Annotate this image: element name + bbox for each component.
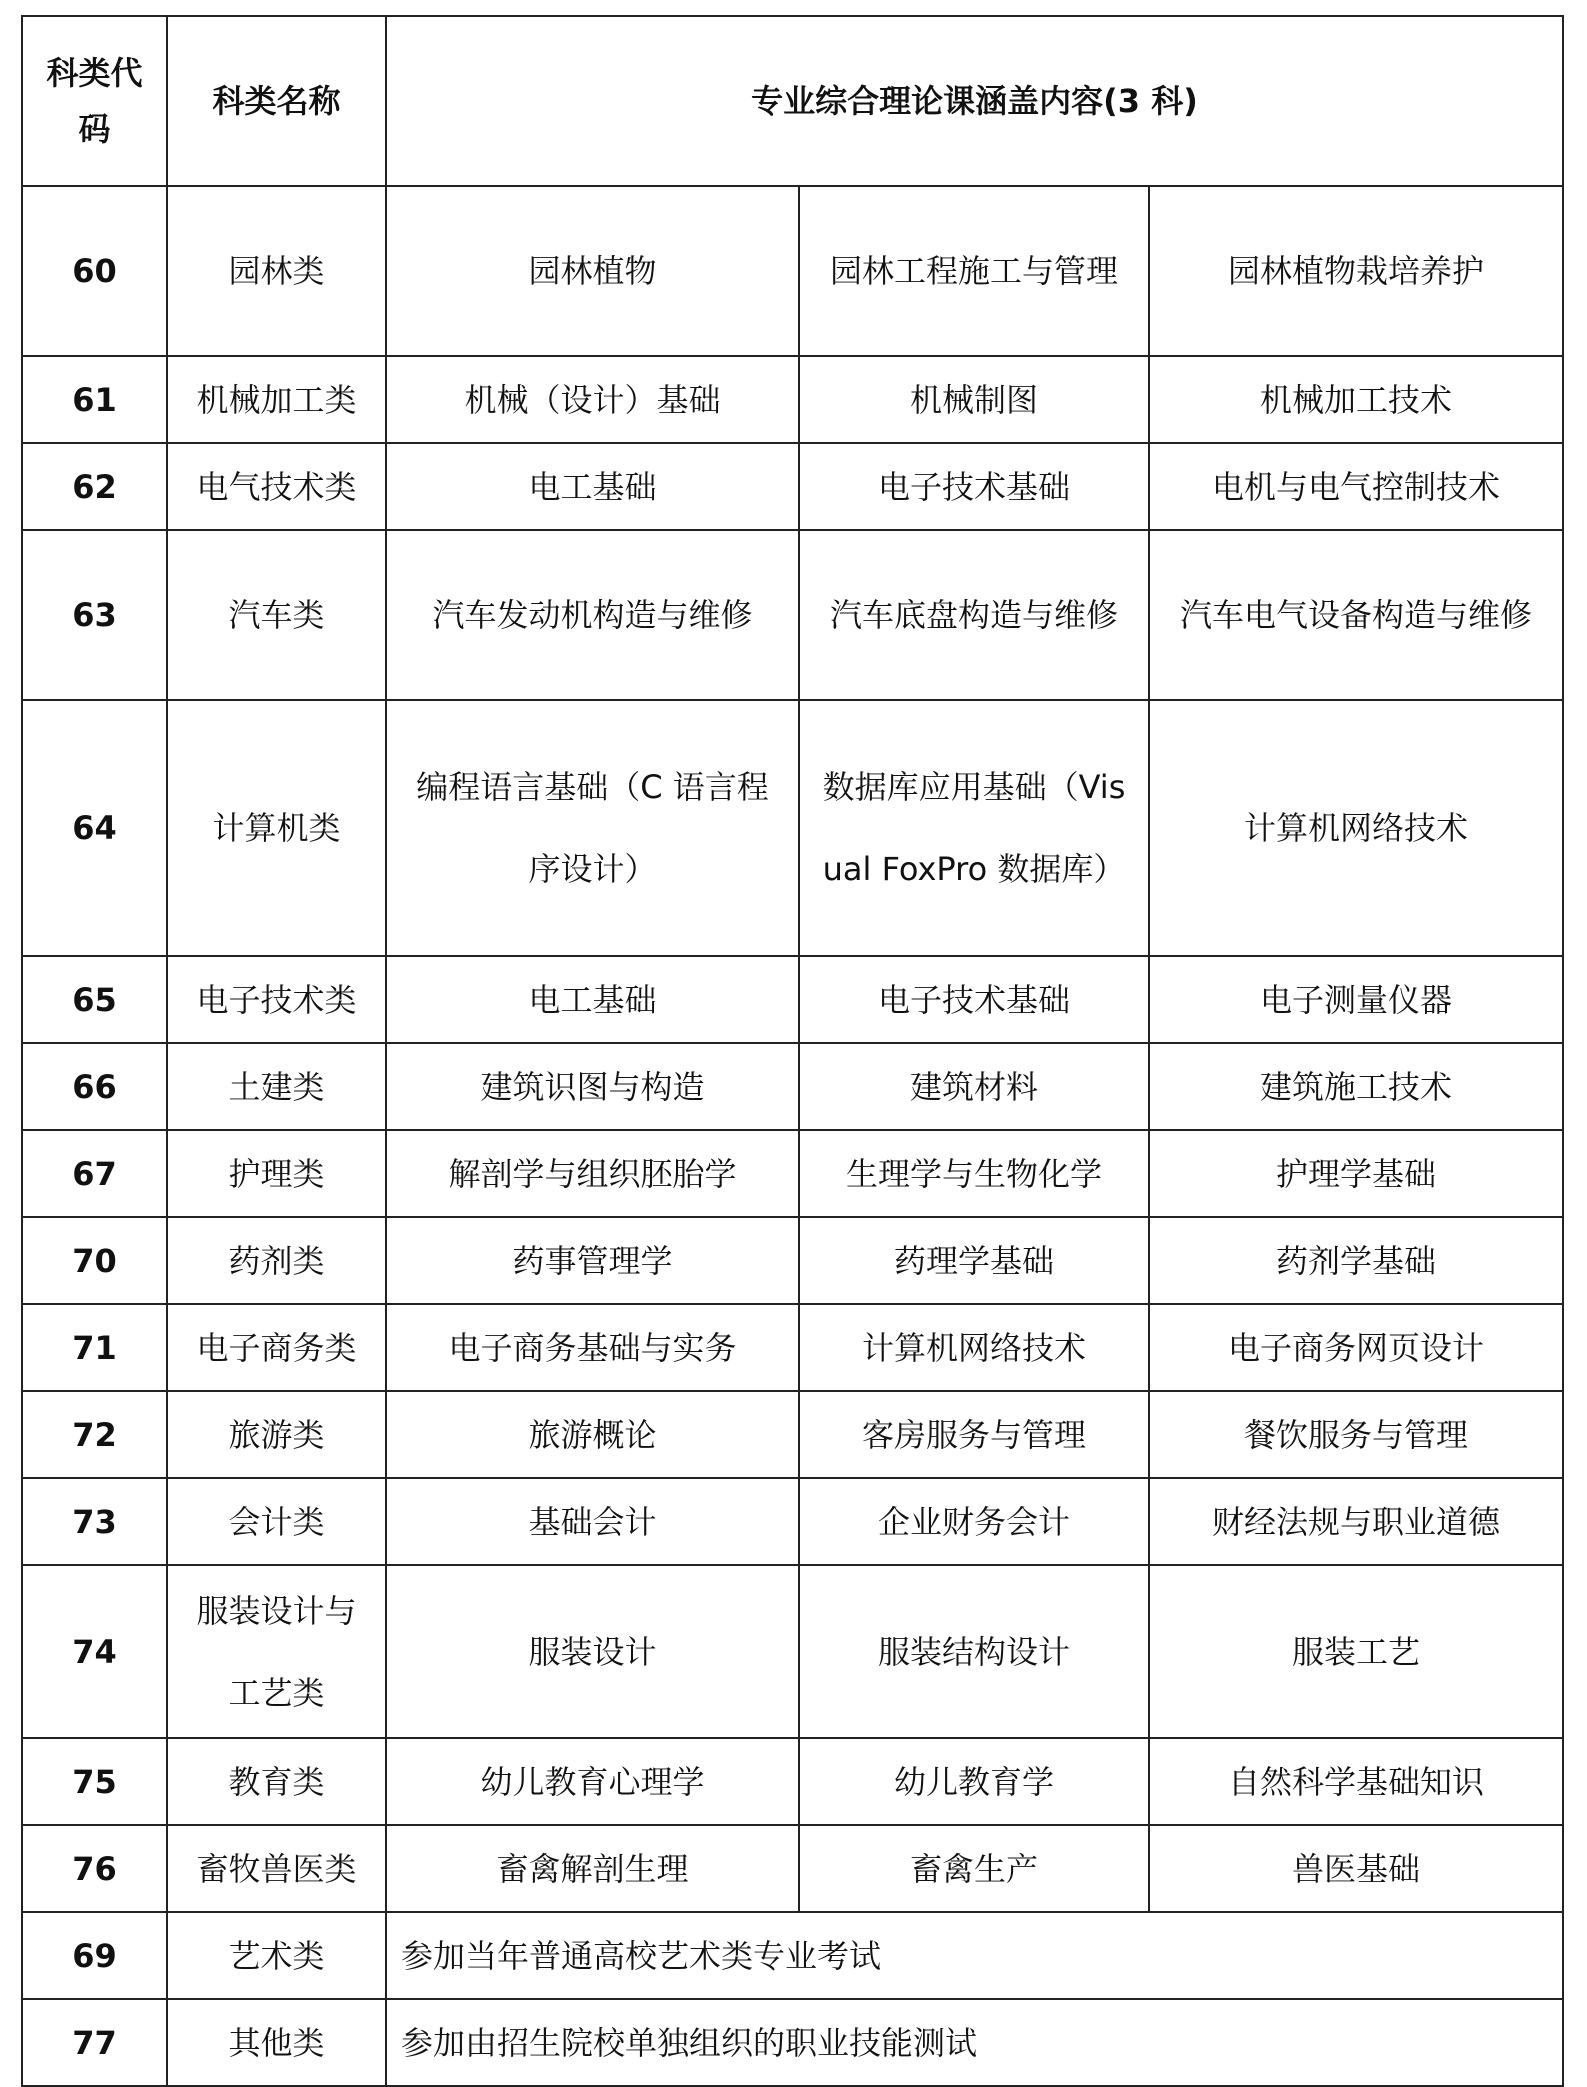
course-cell: 电工基础 <box>386 956 799 1043</box>
table-row <box>22 1825 1563 1912</box>
name-cell: 计算机类 <box>167 700 386 956</box>
course-cell: 园林植物 <box>386 186 799 356</box>
course-cell: 药事管理学 <box>386 1217 799 1304</box>
course-cell: 机械（设计）基础 <box>386 356 799 443</box>
code-cell: 62 <box>22 443 167 530</box>
course-cell: 生理学与生物化学 <box>799 1130 1149 1217</box>
course-cell: 数据库应用基础（Visual FoxPro 数据库） <box>799 700 1149 956</box>
course-cell: 电机与电气控制技术 <box>1149 443 1563 530</box>
course-cell: 电子技术基础 <box>799 956 1149 1043</box>
table-row <box>22 356 1563 443</box>
name-cell: 会计类 <box>167 1478 386 1565</box>
table-row <box>22 1304 1563 1391</box>
requirement-cell: 参加由招生院校单独组织的职业技能测试 <box>386 1999 1563 2086</box>
subject-table <box>21 15 1564 2087</box>
header-name: 科类名称 <box>167 16 386 186</box>
course-cell: 机械制图 <box>799 356 1149 443</box>
course-cell: 企业财务会计 <box>799 1478 1149 1565</box>
course-cell: 电子技术基础 <box>799 443 1149 530</box>
code-cell: 77 <box>22 1999 167 2086</box>
course-cell: 汽车电气设备构造与维修 <box>1149 530 1563 700</box>
course-cell: 服装结构设计 <box>799 1565 1149 1738</box>
course-cell: 自然科学基础知识 <box>1149 1738 1563 1825</box>
code-cell: 67 <box>22 1130 167 1217</box>
code-cell: 69 <box>22 1912 167 1999</box>
course-cell: 畜禽解剖生理 <box>386 1825 799 1912</box>
code-cell: 75 <box>22 1738 167 1825</box>
table-row <box>22 530 1563 700</box>
course-cell: 建筑识图与构造 <box>386 1043 799 1130</box>
table-row <box>22 1478 1563 1565</box>
table-row <box>22 1217 1563 1304</box>
course-cell: 基础会计 <box>386 1478 799 1565</box>
course-cell: 汽车底盘构造与维修 <box>799 530 1149 700</box>
name-cell: 护理类 <box>167 1130 386 1217</box>
header-code: 科类代码 <box>22 16 167 186</box>
course-cell: 餐饮服务与管理 <box>1149 1391 1563 1478</box>
course-cell: 服装工艺 <box>1149 1565 1563 1738</box>
name-cell: 药剂类 <box>167 1217 386 1304</box>
header-content: 专业综合理论课涵盖内容(3 科) <box>386 16 1563 186</box>
code-cell: 64 <box>22 700 167 956</box>
course-cell: 电子测量仪器 <box>1149 956 1563 1043</box>
code-cell: 66 <box>22 1043 167 1130</box>
course-cell: 电工基础 <box>386 443 799 530</box>
course-cell: 编程语言基础（C 语言程序设计） <box>386 700 799 956</box>
course-cell: 计算机网络技术 <box>799 1304 1149 1391</box>
code-cell: 60 <box>22 186 167 356</box>
course-cell: 计算机网络技术 <box>1149 700 1563 956</box>
course-cell: 兽医基础 <box>1149 1825 1563 1912</box>
name-cell: 电子技术类 <box>167 956 386 1043</box>
code-cell: 72 <box>22 1391 167 1478</box>
code-cell: 70 <box>22 1217 167 1304</box>
table-row <box>22 700 1563 956</box>
name-cell: 服装设计与工艺类 <box>167 1565 386 1738</box>
header-row <box>22 16 1563 186</box>
table-row <box>22 1912 1563 1999</box>
course-cell: 机械加工技术 <box>1149 356 1563 443</box>
course-cell: 旅游概论 <box>386 1391 799 1478</box>
requirement-cell: 参加当年普通高校艺术类专业考试 <box>386 1912 1563 1999</box>
name-cell: 园林类 <box>167 186 386 356</box>
course-cell: 建筑施工技术 <box>1149 1043 1563 1130</box>
course-cell: 汽车发动机构造与维修 <box>386 530 799 700</box>
name-cell: 旅游类 <box>167 1391 386 1478</box>
table-row <box>22 1565 1563 1738</box>
code-cell: 63 <box>22 530 167 700</box>
name-cell: 艺术类 <box>167 1912 386 1999</box>
name-cell: 土建类 <box>167 1043 386 1130</box>
name-cell: 汽车类 <box>167 530 386 700</box>
course-cell: 建筑材料 <box>799 1043 1149 1130</box>
course-cell: 电子商务网页设计 <box>1149 1304 1563 1391</box>
code-cell: 71 <box>22 1304 167 1391</box>
course-cell: 客房服务与管理 <box>799 1391 1149 1478</box>
table-row <box>22 1391 1563 1478</box>
name-cell: 电子商务类 <box>167 1304 386 1391</box>
name-cell: 畜牧兽医类 <box>167 1825 386 1912</box>
table-row <box>22 1130 1563 1217</box>
code-cell: 76 <box>22 1825 167 1912</box>
course-cell: 药剂学基础 <box>1149 1217 1563 1304</box>
course-cell: 电子商务基础与实务 <box>386 1304 799 1391</box>
name-cell: 机械加工类 <box>167 356 386 443</box>
course-cell: 解剖学与组织胚胎学 <box>386 1130 799 1217</box>
code-cell: 73 <box>22 1478 167 1565</box>
code-cell: 65 <box>22 956 167 1043</box>
course-cell: 财经法规与职业道德 <box>1149 1478 1563 1565</box>
name-cell: 教育类 <box>167 1738 386 1825</box>
course-cell: 护理学基础 <box>1149 1130 1563 1217</box>
course-cell: 畜禽生产 <box>799 1825 1149 1912</box>
code-cell: 61 <box>22 356 167 443</box>
table-row <box>22 1738 1563 1825</box>
course-cell: 园林植物栽培养护 <box>1149 186 1563 356</box>
course-cell: 幼儿教育学 <box>799 1738 1149 1825</box>
course-cell: 园林工程施工与管理 <box>799 186 1149 356</box>
code-cell: 74 <box>22 1565 167 1738</box>
table-row <box>22 1043 1563 1130</box>
course-cell: 幼儿教育心理学 <box>386 1738 799 1825</box>
table-row <box>22 443 1563 530</box>
name-cell: 其他类 <box>167 1999 386 2086</box>
course-cell: 服装设计 <box>386 1565 799 1738</box>
table-row <box>22 186 1563 356</box>
course-cell: 药理学基础 <box>799 1217 1149 1304</box>
name-cell: 电气技术类 <box>167 443 386 530</box>
table-row <box>22 956 1563 1043</box>
